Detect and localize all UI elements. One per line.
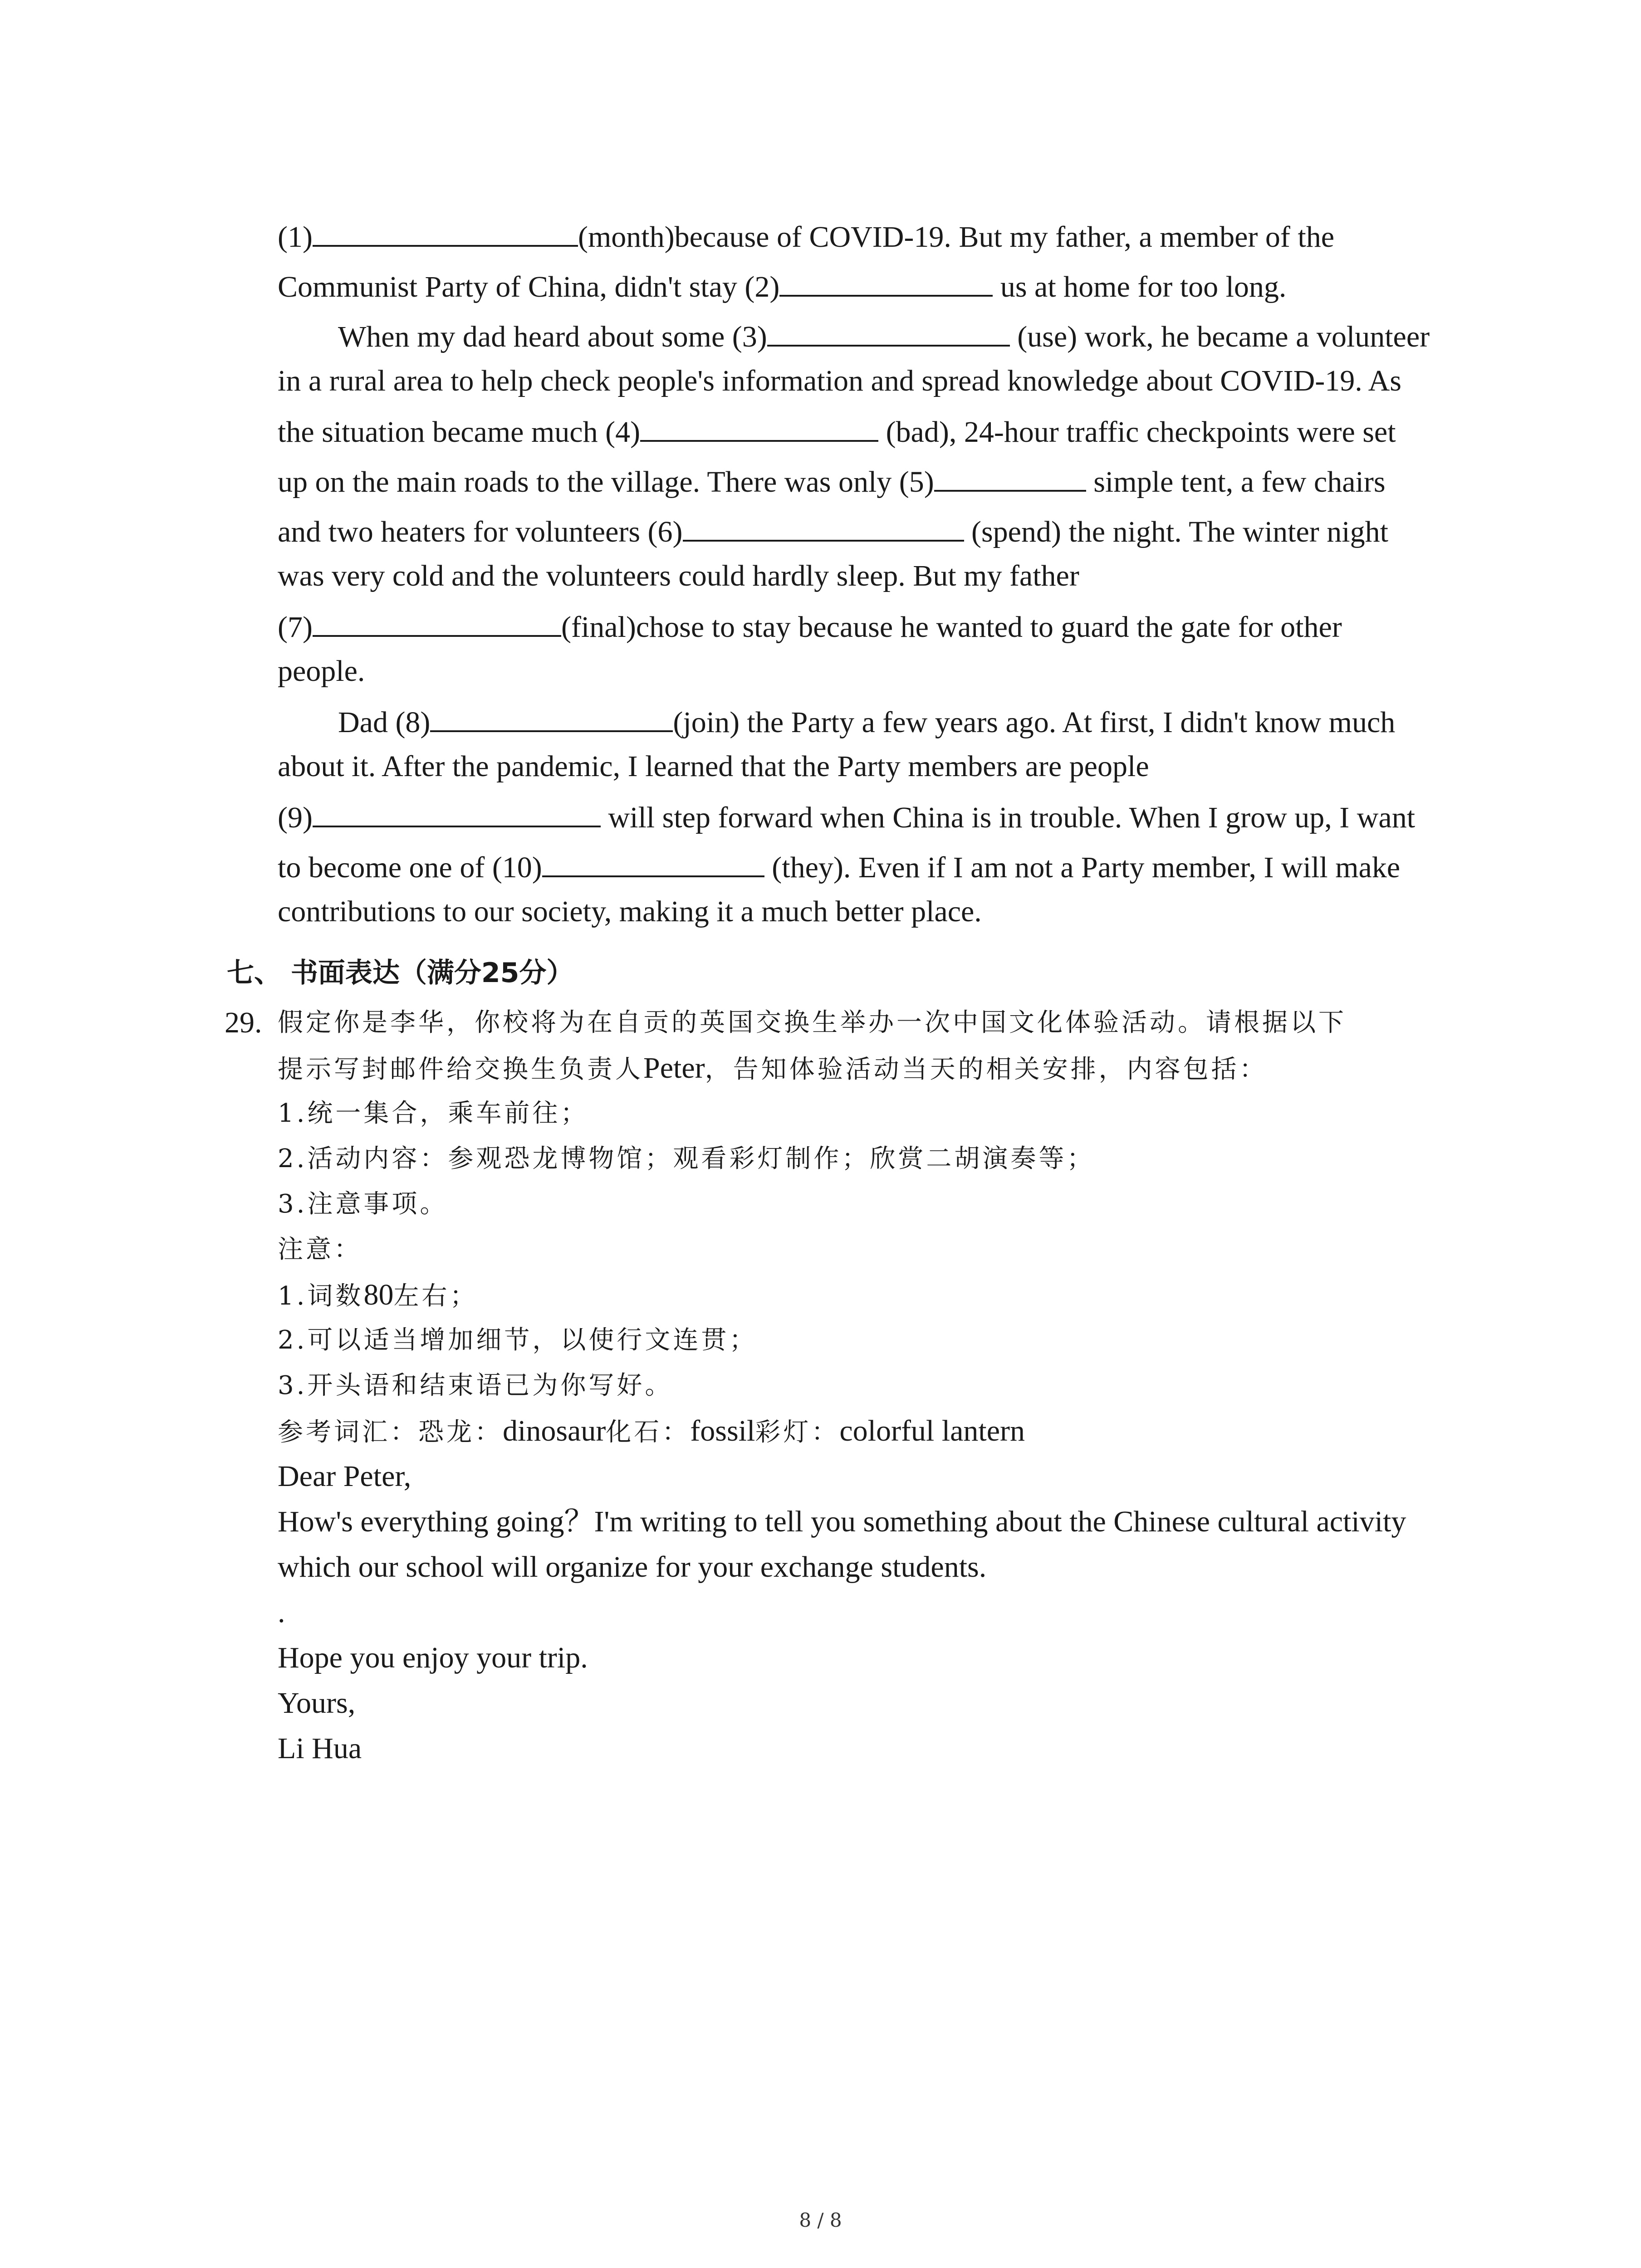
- note-2: 2.可以适当增加细节，以使行文连贯；: [278, 1325, 758, 1355]
- note-3: 3.开头语和结束语已为你写好。: [278, 1371, 673, 1400]
- vocabulary-line: [278, 1413, 1025, 1451]
- page-number: 8 / 8: [799, 2209, 842, 2231]
- passage-line-13: [278, 798, 1415, 836]
- passage-line-10: people.: [278, 655, 365, 688]
- prompt-item-2: 2.活动内容：参观恐龙博物馆；观看彩灯制作；欣赏二胡演奏等；: [278, 1144, 1095, 1173]
- answer-blank-2[interactable]: [779, 268, 993, 297]
- letter-body-2: which our school will organize for your exchange students.: [278, 1550, 987, 1584]
- passage-text: (spend) the night. The winter night: [964, 515, 1388, 548]
- passage-line-15: contributions to our society, making it a much better place.: [278, 895, 982, 928]
- passage-line-1: [278, 218, 1334, 255]
- vocab-term: dinosaur: [503, 1414, 606, 1447]
- passage-text: and two heaters for volunteers (6): [278, 515, 683, 548]
- passage-text: (9): [278, 801, 313, 834]
- question-number: 29.: [225, 1006, 262, 1039]
- passage-text: (bad), 24-hour traffic checkpoints were set: [878, 415, 1396, 449]
- passage-text: simple tent, a few chairs: [1086, 465, 1386, 499]
- letter-body-1: How's everything going？I'm writing to tell you something about the Chinese cultural activity: [278, 1505, 1406, 1538]
- answer-blank-8[interactable]: [430, 703, 673, 732]
- passage-text: Dad (8): [338, 706, 431, 739]
- letter-closing-1: Hope you enjoy your trip.: [278, 1641, 588, 1674]
- vocab-label: 化石：: [606, 1418, 691, 1447]
- passage-line-5: [278, 413, 1396, 450]
- note-label: 注意：: [278, 1235, 362, 1264]
- prompt-item-3: 3.注意事项。: [278, 1189, 448, 1219]
- vocab-term: colorful lantern: [839, 1414, 1025, 1447]
- letter-signature: Li Hua: [278, 1732, 362, 1765]
- passage-text: (final)chose to stay because he wanted to guard the gate for other: [561, 611, 1342, 644]
- passage-line-14: [278, 848, 1400, 886]
- passage-text: (join) the Party a few years ago. At first, I didn't know much: [673, 706, 1396, 739]
- prompt-line-1: 假定你是李华，你校将为在自贡的英国交换生举办一次中国文化体验活动。请根据以下: [278, 1008, 1347, 1037]
- answer-blank-9[interactable]: [313, 798, 601, 827]
- prompt-text: Peter: [643, 1051, 705, 1085]
- passage-text: (they). Even if I am not a Party member, I will make: [764, 851, 1401, 884]
- passage-line-7: [278, 513, 1388, 550]
- letter-greeting: Dear Peter,: [278, 1460, 411, 1493]
- passage-line-4: in a rural area to help check people's information and spread knowledge about COVID-19. As: [278, 364, 1401, 397]
- answer-blank-3[interactable]: [767, 318, 1010, 347]
- prompt-text: ，告知体验活动当天的相关安排，内容包括：: [705, 1055, 1268, 1084]
- prompt-line-2: [278, 1050, 1268, 1088]
- passage-line-2: [278, 268, 1286, 305]
- answer-blank-10[interactable]: [542, 848, 764, 877]
- note-text: 1.词数: [278, 1281, 364, 1311]
- blank-label-1: (1): [278, 220, 313, 254]
- passage-line-9: [278, 608, 1342, 645]
- note-text: 左右；: [393, 1281, 478, 1311]
- passage-text: Communist Party of China, didn't stay (2): [278, 270, 780, 303]
- passage-text: (7): [278, 611, 313, 644]
- passage-line-8: was very cold and the volunteers could hardly sleep. But my father: [278, 559, 1079, 592]
- note-text: 80: [363, 1278, 394, 1311]
- section-heading: 七、 书面表达（满分25分）: [227, 957, 574, 989]
- passage-line-12: about it. After the pandemic, I learned that the Party members are people: [278, 750, 1149, 783]
- passage-text: to become one of (10): [278, 851, 542, 884]
- passage-text: When my dad heard about some (3): [338, 320, 767, 353]
- passage-line-11: [338, 703, 1395, 741]
- vocab-term: fossil: [690, 1414, 755, 1447]
- passage-text: the situation became much (4): [278, 415, 641, 449]
- answer-blank-4[interactable]: [640, 413, 878, 442]
- letter-closing-2: Yours,: [278, 1686, 356, 1720]
- vocab-label: 彩灯：: [755, 1418, 840, 1447]
- passage-text: (use) work, he became a volunteer: [1009, 320, 1430, 353]
- answer-blank-7[interactable]: [313, 608, 561, 637]
- passage-text: us at home for too long.: [993, 270, 1287, 303]
- answer-blank-5[interactable]: [934, 463, 1086, 492]
- prompt-text: 提示写封邮件给交换生负责人: [278, 1055, 643, 1084]
- vocab-label: 参考词汇：恐龙：: [278, 1418, 503, 1447]
- passage-line-6: [278, 463, 1386, 500]
- passage-text: (month)because of COVID-19. But my father, a member of the: [578, 220, 1334, 254]
- note-1: [278, 1277, 478, 1315]
- letter-dot: .: [278, 1596, 285, 1629]
- prompt-item-1: 1.统一集合，乘车前往；: [278, 1099, 589, 1128]
- passage-line-3: [338, 318, 1430, 355]
- answer-blank-6[interactable]: [683, 513, 964, 542]
- passage-text: will step forward when China is in trouble. When I grow up, I want: [600, 801, 1416, 834]
- passage-text: up on the main roads to the village. There was only (5): [278, 465, 934, 499]
- answer-blank-1[interactable]: [313, 218, 578, 247]
